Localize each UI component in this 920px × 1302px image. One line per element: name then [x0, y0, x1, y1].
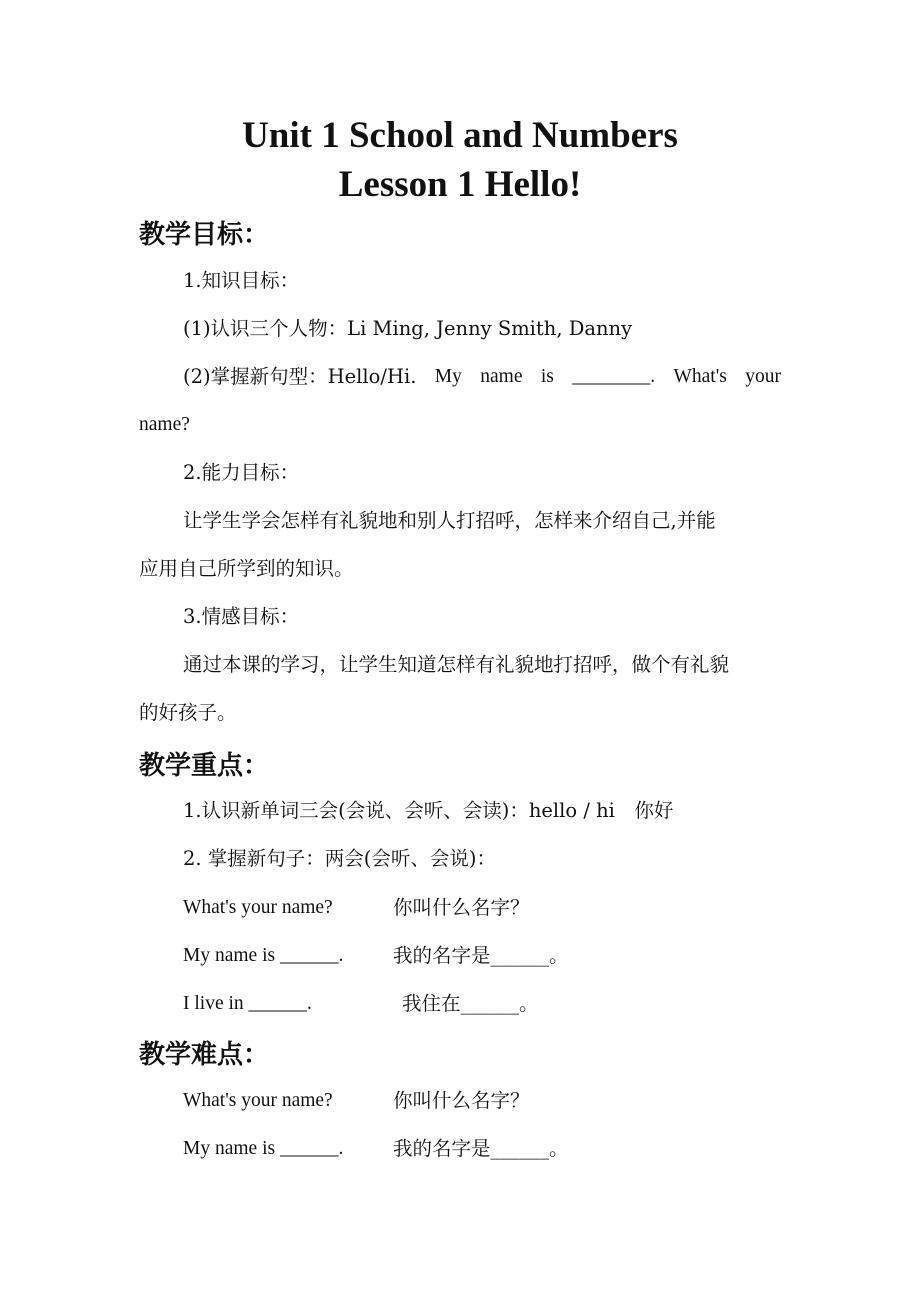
- knowledge-item-2-part: is: [540, 366, 554, 387]
- key-sentence-english: I live in ______.: [183, 993, 312, 1014]
- knowledge-item-2-part: My: [434, 366, 462, 387]
- unit-title: Unit 1 School and Numbers: [242, 115, 678, 156]
- knowledge-objective-label: 1.知识目标：: [183, 269, 300, 292]
- knowledge-item-2-part: name: [480, 366, 523, 387]
- key-sentence-english: What's your name?: [183, 897, 333, 918]
- knowledge-item-2: [183, 363, 781, 391]
- emotion-text-line-2: 的好孩子。: [139, 701, 237, 724]
- knowledge-item-1: (1)认识三个人物：Li Ming, Jenny Smith, Danny: [183, 317, 633, 340]
- difficulty-sentence-english: What's your name?: [183, 1090, 333, 1111]
- ability-text-line-2: 应用自己所学到的知识。: [139, 557, 354, 580]
- objectives-heading: 教学目标：: [139, 220, 270, 250]
- key-point-item-2: 2. 掌握新句子：两会(会听、会说)：: [183, 847, 497, 870]
- key-point-item-1: 1.认识新单词三会(会说、会听、会读)：hello / hi 你好: [183, 799, 674, 822]
- knowledge-item-2-continued: name?: [139, 414, 190, 435]
- knowledge-item-2-part: What's: [673, 366, 727, 387]
- key-sentence-chinese: 你叫什么名字？: [393, 896, 530, 919]
- emotion-objective-label: 3.情感目标：: [183, 605, 300, 628]
- difficulty-sentence-english: My name is ______.: [183, 1138, 344, 1159]
- lesson-title: Lesson 1 Hello!: [338, 164, 582, 205]
- difficulties-heading: 教学难点：: [139, 1040, 270, 1070]
- key-points-heading: 教学重点：: [139, 751, 270, 781]
- knowledge-item-2-part: your: [745, 366, 781, 387]
- key-sentence-chinese: 我住在______。: [402, 992, 539, 1015]
- knowledge-item-2-blank: ________.: [572, 366, 656, 387]
- key-sentence-english: My name is ______.: [183, 945, 344, 966]
- ability-text-line-1: 让学生学会怎样有礼貌地和别人打招呼，怎样来介绍自己,并能: [183, 509, 716, 532]
- ability-objective-label: 2.能力目标：: [183, 461, 300, 484]
- difficulty-sentence-chinese: 我的名字是______。: [393, 1137, 569, 1160]
- emotion-text-line-1: 通过本课的学习，让学生知道怎样有礼貌地打招呼，做个有礼貌: [183, 653, 730, 676]
- key-sentence-chinese: 我的名字是______。: [393, 944, 569, 967]
- difficulty-sentence-chinese: 你叫什么名字？: [393, 1089, 530, 1112]
- knowledge-item-2-part: (2)掌握新句型：Hello/Hi.: [183, 365, 417, 388]
